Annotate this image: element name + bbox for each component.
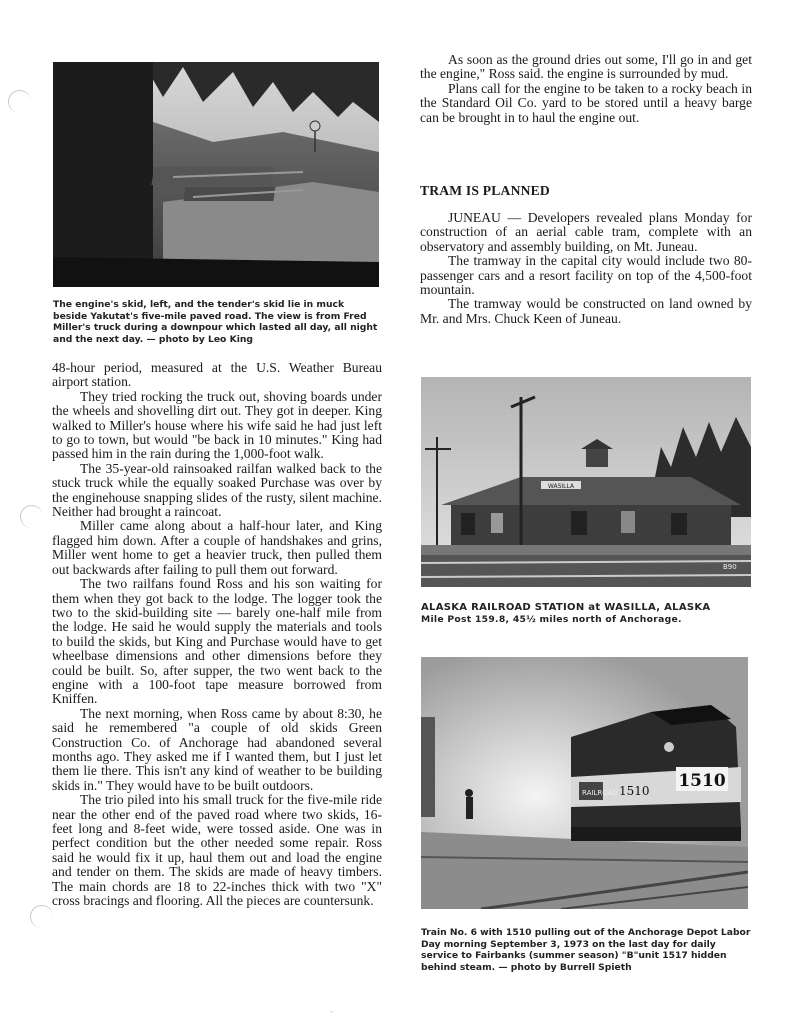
punch-hole-mark: [20, 505, 43, 528]
paragraph: JUNEAU — Developers revealed plans Monday for construction of an aerial cable tram, complete with an observatory and assembly building, on Mt. Juneau.: [420, 210, 752, 254]
scan-speck: -: [330, 1006, 333, 1016]
photo-wasilla-station: [421, 377, 751, 587]
right-column-intro: [420, 53, 752, 125]
paragraph: The tramway in the capital city would include two 80-passenger cars and a resort facility on top of the 4,500-foot mountain.: [420, 253, 752, 298]
locomotive-number-plate: 1510: [678, 771, 726, 791]
paragraph: The 35-year-old rainsoaked railfan walked back to the stuck truck while the equally soaked Purchase was over by the enginehouse snapping slides of the rusty, silent machine. Neither had brought a raincoat.: [52, 460, 382, 520]
photo-train-1510: [421, 657, 748, 909]
punch-hole-mark: [30, 905, 53, 928]
photo2-caption-line1: ALASKA RAILROAD STATION at WASILLA, ALASKA: [421, 602, 711, 613]
paragraph: Plans call for the engine to be taken to a rocky beach in the Standard Oil Co. yard to be stored until a heavy barge can be brought in to haul the engine out.: [420, 80, 752, 125]
paragraph: 48-hour period, measured at the U.S. Weather Bureau airport station.: [52, 360, 382, 390]
photo-corner-mark: B90: [723, 563, 737, 571]
station-sign: WASILLA: [547, 483, 575, 490]
photo2-caption-line2: Mile Post 159.8, 45½ miles north of Anchorage.: [421, 614, 682, 625]
paragraph: The two railfans found Ross and his son waiting for them when they got back to the lodge. The logger took the two to the skid-building site — barely one-half mile from the lodge. He said he would supply the materials and tools to build the skids, but King and Purchase would have to get wheelbase dimensions and other dimensions before they could be built. So, after supper, the two went back to the engine with a 100-foot tape measure borrowed from Kniffen.: [52, 576, 382, 707]
paragraph: As soon as the ground dries out some, I'll go in and get the engine," Ross said. the engine is surrounded by mud.: [420, 52, 752, 82]
paragraph: They tried rocking the truck out, shoving boards under the wheels and shovelling dirt out. They got in deeper. King walked to Miller's house where his wife said he had just left to go to town, but would "be back in 10 minutes." King had passed him in the rain during the 1,000-foot walk.: [52, 388, 382, 462]
paragraph: Miller came along about a half-hour later, and King flagged him down. After a couple of handshakes and grins, Miller went home to get a heavier truck, then pulled them out backwards after failing to pull them out forward.: [52, 518, 382, 577]
tram-article-text: [420, 211, 752, 326]
photo-skids-in-muck: [53, 62, 379, 287]
paragraph: The next morning, when Ross came by about 8:30, he said he remembered "a couple of old skids Green Construction Co. of Anchorage had abandoned several months ago. They asked me if I wanted them, but I just let them lie there. This isn't any kind of weather to be building skids in." They would have to be built outdoors.: [52, 705, 382, 793]
locomotive-side-number: 1510: [619, 784, 650, 798]
paragraph: The tramway would be constructed on land owned by Mr. and Mrs. Chuck Keen of Juneau.: [420, 296, 752, 326]
punch-hole-mark: [8, 90, 31, 113]
photo2-caption: [421, 602, 753, 626]
left-column-text: [52, 361, 382, 908]
paragraph: The trio piled into his small truck for the five-mile ride near the other end of the paved road where two skids, 16-feet long and 8-feet wide, were tossed aside. One was in perfect condition but the other needed some repair. Ross said he would fix it up, haul them out and load the engine and tender on them. The skids are made of heavy timbers. The main chords are 18 to 22-inches thick with two "X" cross bracings and flooring. All the pieces are countersunk.: [52, 792, 382, 909]
photo1-caption: The engine's skid, left, and the tender's skid lie in muck beside Yakutat's five-mile paved road. The view is from Fred Miller's truck during a downpour which lasted all day, all night and the next day. — photo by Leo King: [53, 299, 378, 345]
locomotive-side-text: RAILROAD: [582, 789, 618, 797]
photo3-caption: Train No. 6 with 1510 pulling out of the Anchorage Depot Labor Day morning September 3, 1973 on the last day for daily service to Fairbanks (summer season) "B"unit 1517 hidden behind steam. — photo by Burrell Spieth: [421, 927, 751, 973]
section-heading: TRAM IS PLANNED: [420, 183, 550, 198]
